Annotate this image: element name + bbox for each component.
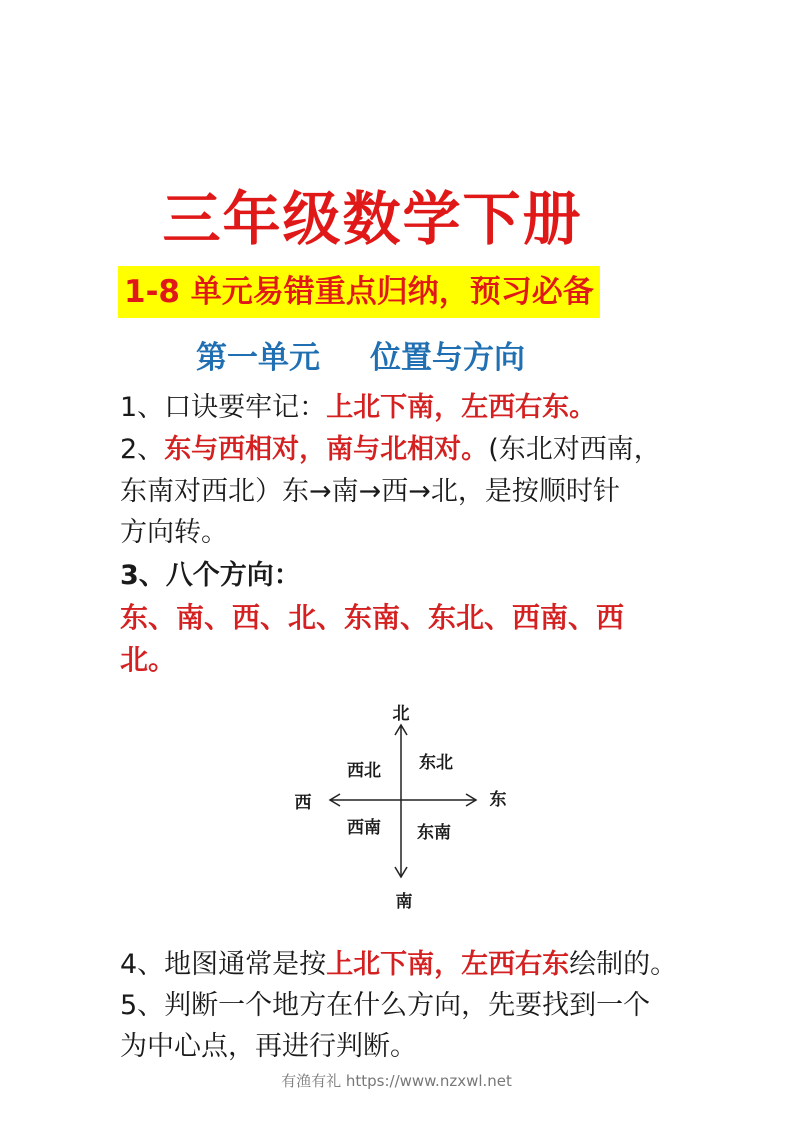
item-1 — [120, 388, 596, 428]
item-2-line-2: 东南对西北）东→南→西→北，是按顺时针 — [120, 476, 620, 507]
item-2-line-3: 方向转。 — [120, 517, 228, 548]
compass-northwest-label: 西北 — [347, 761, 381, 781]
compass-west-label: 西 — [294, 793, 312, 813]
compass-east-label: 东 — [489, 790, 507, 810]
item-5-line-1: 5、判断一个地方在什么方向，先要找到一个 — [120, 990, 651, 1021]
unit-heading — [196, 332, 525, 377]
item-4-suffix: 绘制的。 — [569, 949, 678, 980]
compass-southeast-label: 东南 — [417, 823, 451, 843]
page-title: 三年级数学下册 — [162, 185, 583, 253]
item-4-prefix: 4、地图通常是按 — [120, 949, 327, 980]
compass-south-label: 南 — [395, 892, 413, 912]
item-2-prefix: 2、 — [120, 434, 165, 465]
item-2-highlight: 东与西相对，南与北相对。 — [164, 434, 489, 465]
compass-diagram — [280, 695, 520, 920]
footer-watermark: 有渔有礼 https://www.nzxwl.net — [281, 1072, 512, 1090]
item-3-heading: 3、八个方向： — [120, 560, 301, 591]
item-1-mnemonic: 上北下南，左西右东。 — [326, 392, 597, 423]
item-3-directions-line-2: 北。 — [120, 643, 177, 676]
item-4-highlight: 上北下南，左西右东 — [326, 949, 570, 980]
item-2 — [120, 430, 661, 470]
unit-name: 第一单元 — [196, 340, 320, 376]
item-4 — [120, 945, 677, 985]
compass-southwest-label: 西南 — [347, 818, 381, 838]
item-3-directions-line-1: 东、南、西、北、东南、东北、西南、西 — [120, 601, 625, 634]
unit-topic: 位置与方向 — [370, 340, 525, 376]
compass-northeast-label: 东北 — [419, 753, 453, 773]
item-1-prefix: 1、口诀要牢记： — [120, 392, 327, 423]
item-2-rest: (东北对西南， — [488, 434, 661, 465]
item-5-line-2: 为中心点，再进行判断。 — [120, 1031, 417, 1062]
compass-north-label: 北 — [392, 704, 410, 724]
subtitle-banner: 1-8 单元易错重点归纳，预习必备 — [118, 266, 600, 318]
